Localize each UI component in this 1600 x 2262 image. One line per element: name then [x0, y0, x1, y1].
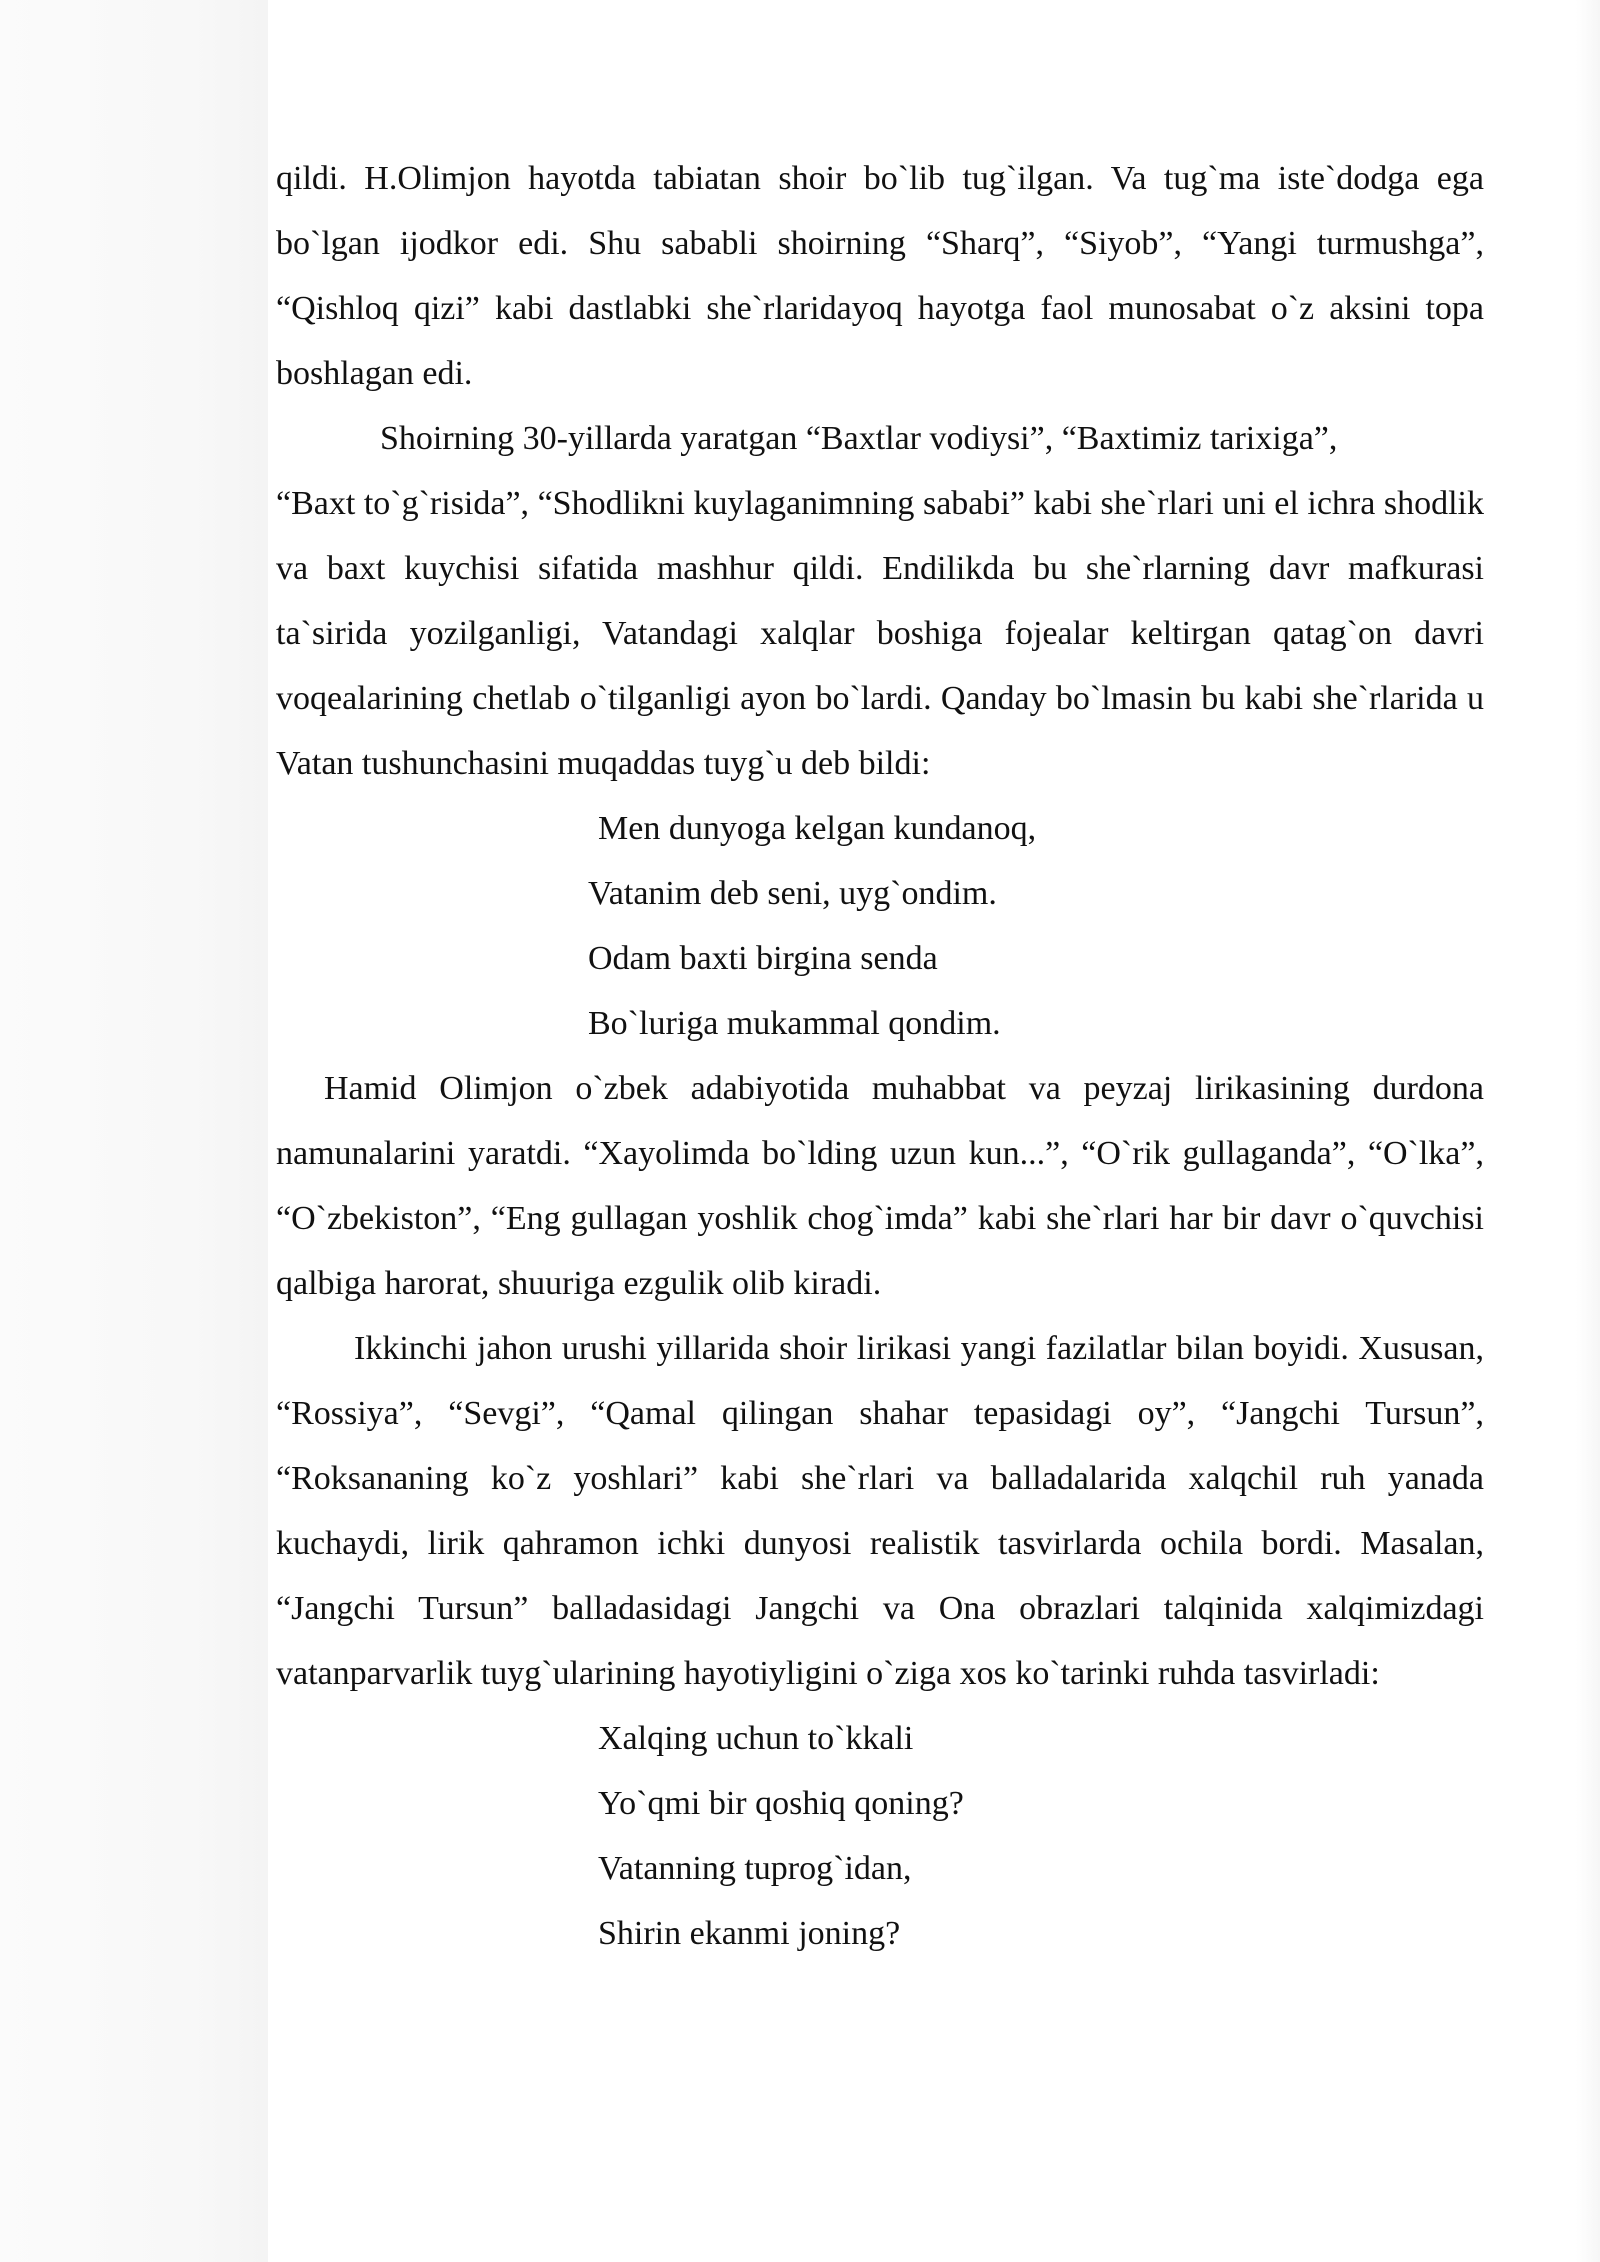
paragraph-2 — [276, 406, 1484, 796]
poem-line: Odam baxti birgina senda — [588, 940, 938, 977]
poem-stanza-2 — [276, 1706, 1484, 1966]
poem-line: Vatanning tuprog`idan, — [598, 1850, 912, 1887]
poem-line: Bo`luriga mukammal qondim. — [588, 1005, 1001, 1042]
poem-line: Shirin ekanmi joning? — [598, 1915, 901, 1952]
page-right-shade — [1576, 0, 1600, 2262]
poem-stanza-1 — [276, 796, 1484, 1056]
document-page — [276, 146, 1484, 1966]
poem-line: Yo`qmi bir qoshiq qoning? — [598, 1785, 964, 1822]
poem-line: Men dunyoga kelgan kundanoq, — [598, 810, 1037, 847]
paragraph-2-first-line: Shoirning 30-yillarda yaratgan “Baxtlar vodiysi”, “Baxtimiz tarixiga”, — [380, 420, 1338, 457]
paragraph-2-continuation: “Baxt to`g`risida”, “Shodlikni kuylaganimning sababi” kabi she`rlari uni el ichra shodlik va baxt kuychisi sifatida mashhur qildi. Endilikda bu she`rlarning davr mafkurasi ta`sirida yozilganligi, Vatandagi xalqlar boshiga fojealar keltirgan qatag`on davri voqealarining chetlab o`tilganligi ayon bo`lardi. Qanday bo`lmasin bu kabi she`rlarida u Vatan tushunchasini muqaddas tuyg`u deb bildi: — [276, 485, 1484, 782]
paragraph-1: qildi. H.Olimjon hayotda tabiatan shoir bo`lib tug`ilgan. Va tug`ma iste`dodga ega bo`lgan ijodkor edi. Shu sababli shoirning “Sharq”, “Siyob”, “Yangi turmushga”, “Qishloq qizi” kabi dastlabki she`rlaridayoq hayotga faol munosabat o`z aksini topa boshlagan edi. — [276, 160, 1484, 392]
poem-line: Xalqing uchun to`kkali — [598, 1720, 914, 1757]
paragraph-4: Ikkinchi jahon urushi yillarida shoir lirikasi yangi fazilatlar bilan boyidi. Xususan, “Rossiya”, “Sevgi”, “Qamal qilingan shahar tepasidagi oy”, “Jangchi Tursun”, “Roksananing ko`z yoshlari” kabi she`rlari va balladalarida xalqchil ruh yanada kuchaydi, lirik qahramon ichki dunyosi realistik tasvirlarda ochila bordi. Masalan, “Jangchi Tursun” balladasidagi Jangchi va Ona obrazlari talqinida xalqimizdagi vatanparvarlik tuyg`ularining hayotiyligini o`ziga xos ko`tarinki ruhda tasvirladi: — [276, 1330, 1484, 1692]
poem-line: Vatanim deb seni, uyg`ondim. — [588, 875, 997, 912]
page-left-shade — [0, 0, 268, 2262]
paragraph-3: Hamid Olimjon o`zbek adabiyotida muhabbat va peyzaj lirikasining durdona namunalarini yaratdi. “Xayolimda bo`lding uzun kun...”, “O`rik gullaganda”, “O`lka”, “O`zbekiston”, “Eng gullagan yoshlik chog`imda” kabi she`rlari har bir davr o`quvchisi qalbiga harorat, shuuriga ezgulik olib kiradi. — [276, 1070, 1484, 1302]
